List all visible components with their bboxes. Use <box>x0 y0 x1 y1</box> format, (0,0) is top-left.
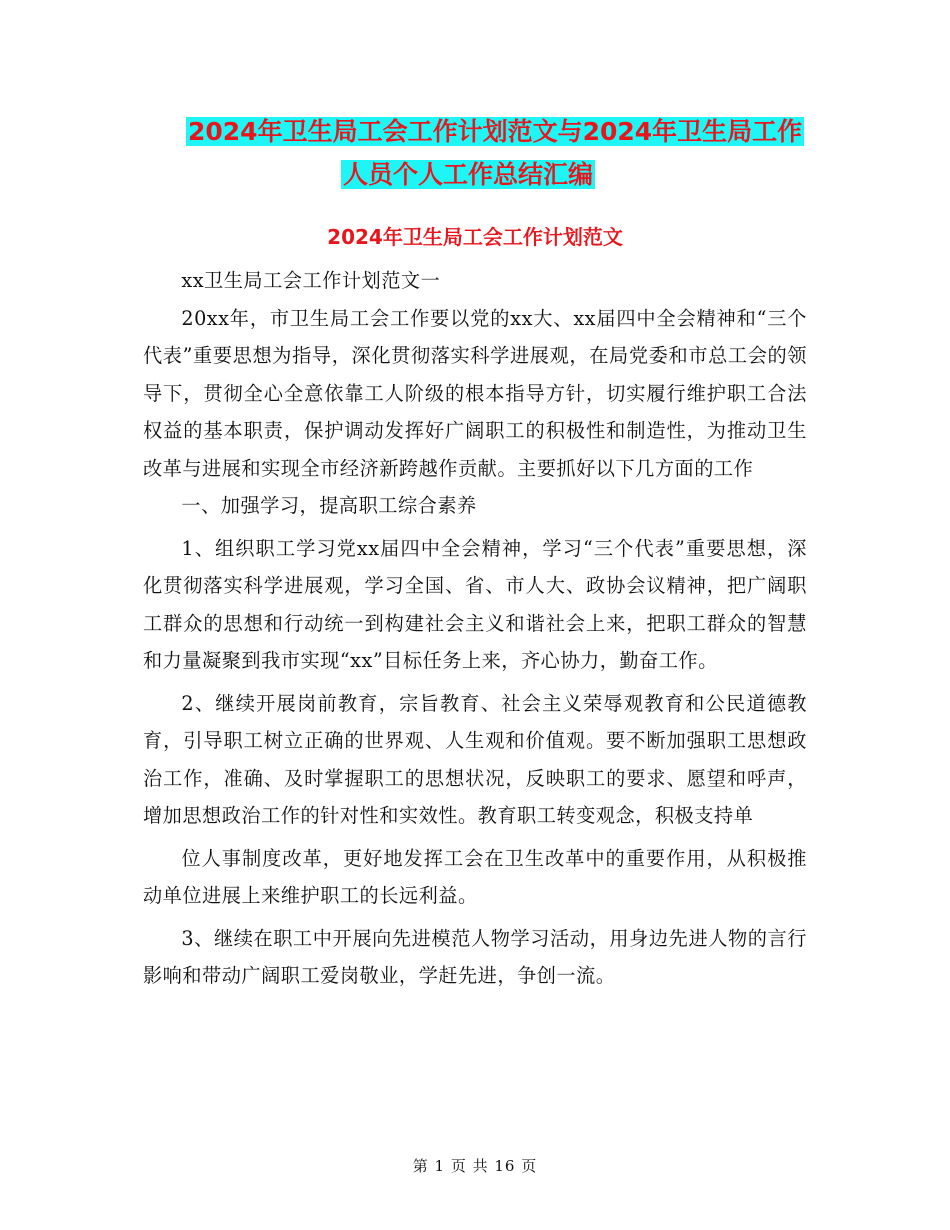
document-title-line-1 <box>186 114 804 150</box>
title-highlight-1: 2024年卫生局工会工作计划范文与2024年卫生局工作 <box>188 117 803 146</box>
paragraph-item-1: 1、组织职工学习党xx届四中全会精神，学习“三个代表”重要思想，深化贯彻落实科学进展观，学习全国、省、市人大、政协会议精神，把广阔职工群众的思想和行动统一到构建社会主义和谐社会上来，把职工群众的智慧和力量凝聚到我市实现“xx”目标任务上来，齐心协力，勤奋工作。 <box>143 536 807 672</box>
paragraph-item-2-continued: 位人事制度改革，更好地发挥工会在卫生改革中的重要作用，从积极推动单位进展上来维护职工的长远利益。 <box>143 846 807 907</box>
section-heading: 2024年卫生局工会工作计划范文 <box>327 225 623 249</box>
title-highlight-2: 人员个人工作总结汇编 <box>343 160 594 189</box>
paragraph-heading-one: 一、加强学习，提高职工综合素养 <box>181 494 477 517</box>
paragraph-item-2: 2、继续开展岗前教育，宗旨教育、社会主义荣辱观教育和公民道德教育，引导职工树立正确的世界观、人生观和价值观。要不断加强职工思想政治工作，准确、及时掌握职工的思想状况，反映职工的要求、愿望和呼声，增加思想政治工作的针对性和实效性。教育职工转变观念，积极支持单 <box>143 691 807 827</box>
paragraph-subtitle: xx卫生局工会工作计划范文一 <box>181 269 441 292</box>
document-title-line-2 <box>341 157 595 193</box>
page-footer: 第 1 页 共 16 页 <box>412 1157 538 1175</box>
paragraph-intro: 20xx年，市卫生局工会工作要以党的xx大、xx届四中全会精神和“三个代表”重要思想为指导，深化贯彻落实科学进展观，在局党委和市总工会的领导下，贯彻全心全意依靠工人阶级的根本指导方针，切实履行维护职工合法权益的基本职责，保护调动发挥好广阔职工的积极性和制造性，为推动卫生改革与进展和实现全市经济新跨越作贡献。主要抓好以下几方面的工作 <box>143 306 807 480</box>
paragraph-item-3: 3、继续在职工中开展向先进模范人物学习活动，用身边先进人物的言行影响和带动广阔职工爱岗敬业，学赶先进，争创一流。 <box>143 926 807 987</box>
document-body <box>143 262 807 995</box>
